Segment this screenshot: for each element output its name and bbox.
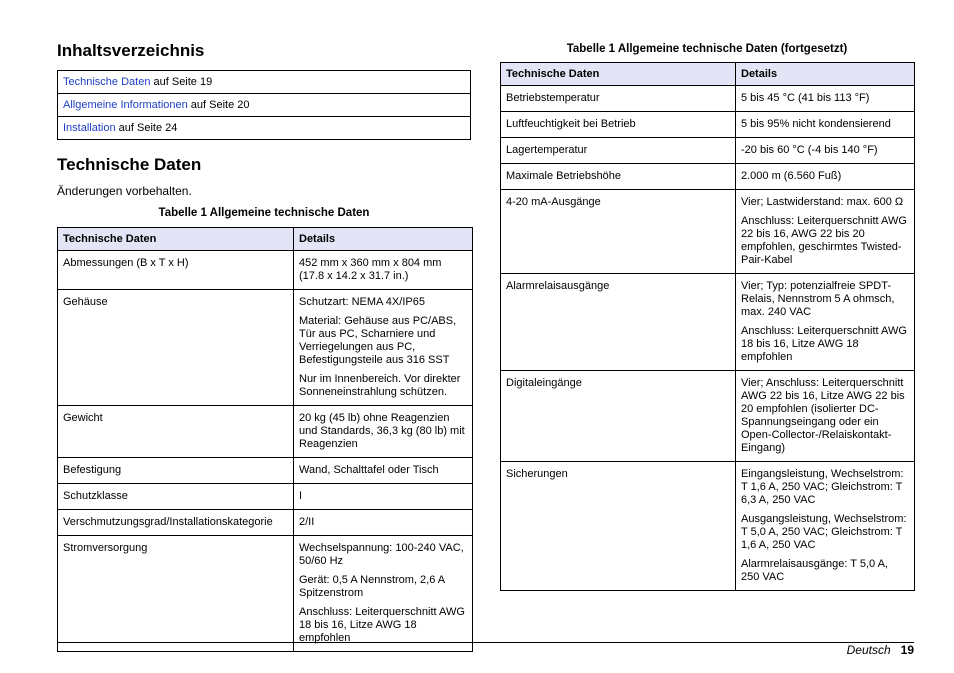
column-header: Technische Daten — [501, 63, 736, 86]
spec-table-continued — [500, 62, 915, 591]
spec-label: Stromversorgung — [58, 536, 294, 652]
note-text: Änderungen vorbehalten. — [57, 184, 192, 198]
table-row — [501, 138, 915, 164]
toc-page-ref: auf Seite 20 — [187, 99, 250, 111]
table-row — [58, 536, 473, 652]
column-header: Technische Daten — [58, 228, 294, 251]
spec-detail-paragraph: Anschluss: Leiterquerschnitt AWG 18 bis 16, Litze AWG 18 empfohlen — [299, 606, 465, 644]
table-caption: Tabelle 1 Allgemeine technische Daten (fortgesetzt) — [566, 43, 848, 55]
spec-details — [736, 112, 915, 138]
spec-label: Maximale Betriebshöhe — [501, 164, 736, 190]
spec-detail-paragraph: 452 mm x 360 mm x 804 mm (17.8 x 14.2 x 31.7 in.) — [299, 257, 442, 282]
table-row — [501, 274, 915, 371]
table-row — [501, 86, 915, 112]
toc-entry — [58, 94, 471, 117]
spec-details — [294, 458, 473, 484]
table-row — [58, 458, 473, 484]
toc-title: Inhaltsverzeichnis — [57, 41, 205, 60]
spec-detail-paragraph: I — [299, 490, 303, 502]
spec-details — [736, 462, 915, 591]
toc-link[interactable]: Installation — [63, 122, 116, 134]
spec-details — [736, 138, 915, 164]
table-row — [501, 190, 915, 274]
spec-details — [294, 406, 473, 458]
spec-details — [294, 536, 473, 652]
spec-details — [294, 251, 473, 290]
spec-label: Luftfeuchtigkeit bei Betrieb — [501, 112, 736, 138]
spec-details — [736, 190, 915, 274]
table-row — [501, 164, 915, 190]
spec-detail-paragraph: Eingangsleistung, Wechselstrom: T 1,6 A, 250 VAC; Gleichstrom: T 6,3 A, 250 VAC — [741, 468, 904, 506]
toc-page-ref: auf Seite 19 — [150, 76, 213, 88]
table-row — [58, 406, 473, 458]
spec-detail-paragraph: Vier; Typ: potenzialfreie SPDT-Relais, Nennstrom 5 A ohmsch, max. 240 VAC — [741, 280, 895, 318]
spec-detail-paragraph: 5 bis 95% nicht kondensierend — [741, 118, 891, 130]
spec-label: Befestigung — [58, 458, 294, 484]
spec-label: Sicherungen — [501, 462, 736, 591]
table-caption: Tabelle 1 Allgemeine technische Daten — [158, 207, 370, 219]
spec-detail-paragraph: Vier; Anschluss: Leiterquerschnitt AWG 22 bis 16, Litze AWG 22 bis 20 empfohlen (isolierter DC-Spannungseingang oder ein Open-Collector-/Relaiskontakt-Eingang) — [741, 377, 905, 454]
spec-label: Abmessungen (B x T x H) — [58, 251, 294, 290]
spec-label: Schutzklasse — [58, 484, 294, 510]
table-row — [501, 371, 915, 462]
page-number: 19 — [900, 643, 914, 657]
spec-label: Gewicht — [58, 406, 294, 458]
table-row — [501, 462, 915, 591]
spec-label: Lagertemperatur — [501, 138, 736, 164]
spec-detail-paragraph: Gerät: 0,5 A Nennstrom, 2,6 A Spitzenstrom — [299, 574, 445, 599]
spec-details — [736, 274, 915, 371]
table-row — [501, 112, 915, 138]
spec-detail-paragraph: Wand, Schalttafel oder Tisch — [299, 464, 439, 476]
spec-label: Alarmrelaisausgänge — [501, 274, 736, 371]
spec-details — [294, 484, 473, 510]
spec-details — [294, 290, 473, 406]
section-title: Technische Daten — [57, 155, 202, 174]
spec-detail-paragraph: Anschluss: Leiterquerschnitt AWG 18 bis 16, Litze AWG 18 empfohlen — [741, 325, 907, 363]
column-header: Details — [736, 63, 915, 86]
toc-link[interactable]: Allgemeine Informationen — [63, 99, 188, 111]
spec-detail-paragraph: Schutzart: NEMA 4X/IP65 — [299, 296, 425, 308]
spec-table — [57, 227, 473, 652]
toc-table — [57, 70, 471, 140]
table-row — [58, 484, 473, 510]
spec-label: Betriebstemperatur — [501, 86, 736, 112]
spec-detail-paragraph: 5 bis 45 °C (41 bis 113 °F) — [741, 92, 870, 104]
spec-detail-paragraph: -20 bis 60 °C (-4 bis 140 °F) — [741, 144, 878, 156]
table-header-row — [58, 228, 473, 251]
spec-detail-paragraph: Ausgangsleistung, Wechselstrom: T 5,0 A, 250 VAC; Gleichstrom: T 1,6 A, 250 VAC — [741, 513, 907, 551]
spec-detail-paragraph: 2.000 m (6.560 Fuß) — [741, 170, 842, 182]
spec-detail-paragraph: 2/II — [299, 516, 315, 528]
footer-language: Deutsch — [846, 643, 891, 657]
table-row — [58, 510, 473, 536]
spec-detail-paragraph: Material: Gehäuse aus PC/ABS, Tür aus PC, Scharniere und Verriegelungen aus PC, Befestigungsteile aus 316 SST — [299, 315, 457, 366]
toc-entry — [58, 71, 471, 94]
column-header: Details — [294, 228, 473, 251]
spec-detail-paragraph: 20 kg (45 lb) ohne Reagenzien und Standards, 36,3 kg (80 lb) mit Reagenzien — [299, 412, 465, 450]
spec-details — [736, 86, 915, 112]
toc-link[interactable]: Technische Daten — [63, 76, 151, 88]
spec-details — [736, 371, 915, 462]
spec-detail-paragraph: Wechselspannung: 100-240 VAC, 50/60 Hz — [299, 542, 464, 567]
spec-details — [294, 510, 473, 536]
spec-detail-paragraph: Anschluss: Leiterquerschnitt AWG 22 bis 16, AWG 22 bis 20 empfohlen, geschirmtes Twisted-Pair-Kabel — [741, 215, 907, 266]
spec-details — [736, 164, 915, 190]
table-row — [58, 290, 473, 406]
spec-detail-paragraph: Alarmrelaisausgänge: T 5,0 A, 250 VAC — [741, 558, 888, 583]
spec-label: Verschmutzungsgrad/Installationskategorie — [58, 510, 294, 536]
table-header-row — [501, 63, 915, 86]
toc-page-ref: auf Seite 24 — [115, 122, 178, 134]
spec-label: Gehäuse — [58, 290, 294, 406]
spec-detail-paragraph: Nur im Innenbereich. Vor direkter Sonneneinstrahlung schützen. — [299, 373, 461, 398]
toc-entry — [58, 117, 471, 140]
page-footer — [847, 643, 914, 657]
spec-detail-paragraph: Vier; Lastwiderstand: max. 600 Ω — [741, 196, 904, 208]
footer-rule — [57, 642, 914, 643]
spec-label: 4-20 mA-Ausgänge — [501, 190, 736, 274]
spec-label: Digitaleingänge — [501, 371, 736, 462]
table-row — [58, 251, 473, 290]
